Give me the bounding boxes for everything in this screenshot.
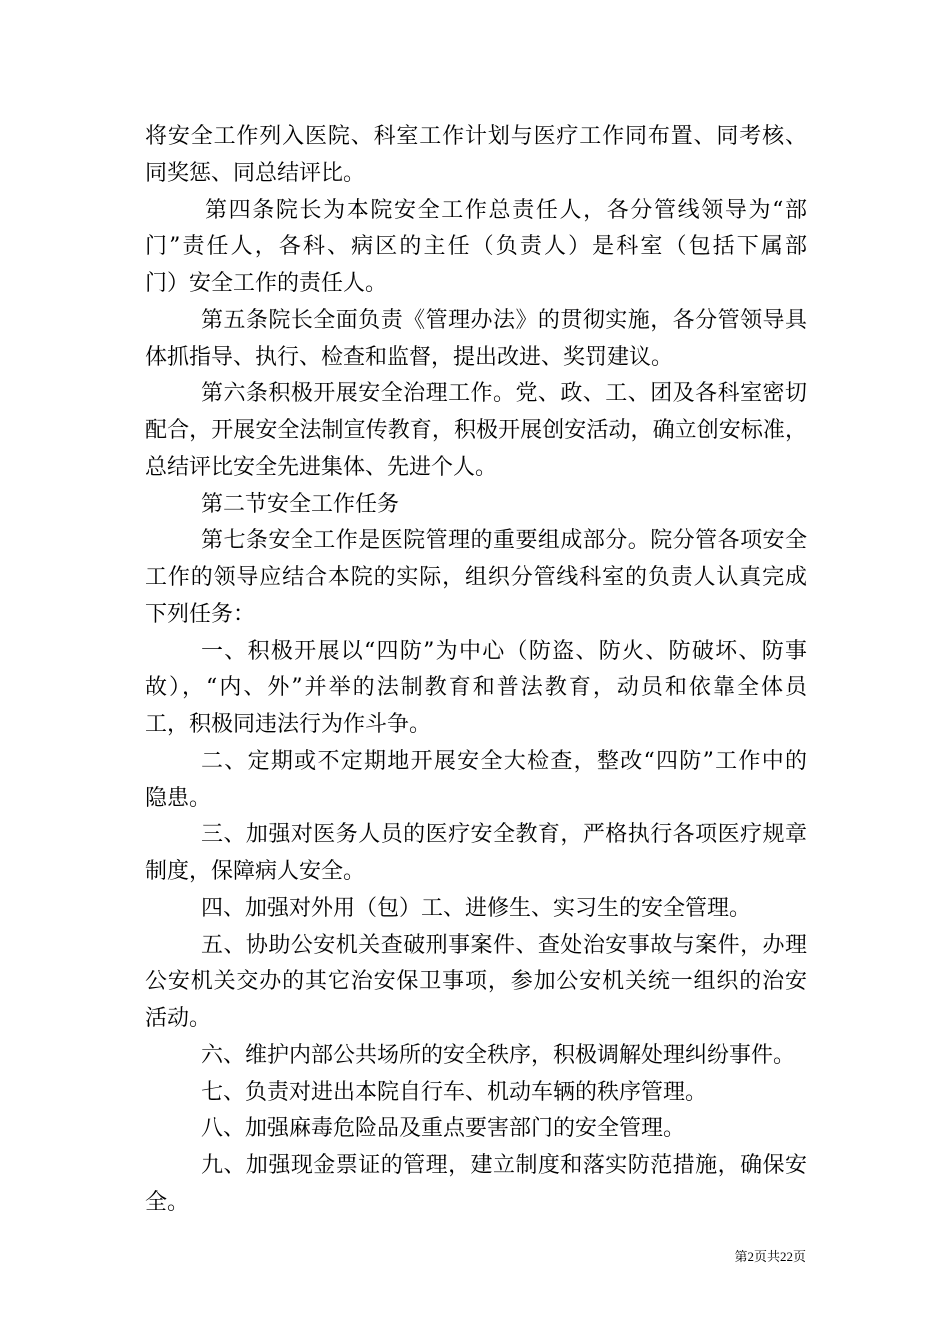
text-line: 五、协助公安机关查破刑事案件、查处治安事故与案件，办理 <box>201 932 807 958</box>
text-line: 六、维护内部公共场所的安全秩序，积极调解处理纠纷事件。 <box>201 1042 796 1068</box>
text-line: 第四条院长为本院安全工作总责任人，各分管线领导为“部 <box>205 197 807 223</box>
text-line: 活动。 <box>145 1006 212 1031</box>
text-line: 七、负责对进出本院自行车、机动车辆的秩序管理。 <box>201 1079 708 1105</box>
text-line: 第五条院长全面负责《管理办法》的贯彻实施，各分管领导具 <box>201 307 807 333</box>
text-line: 三、加强对医务人员的医疗安全教育，严格执行各项医疗规章 <box>201 822 807 848</box>
text-line: 公安机关交办的其它治安保卫事项，参加公安机关统一组织的治安 <box>145 969 807 995</box>
document-body <box>145 119 807 1222</box>
text-line: 第七条安全工作是医院管理的重要组成部分。院分管各项安全 <box>201 528 807 554</box>
text-line: 总结评比安全先进集体、先进个人。 <box>145 454 498 480</box>
section-heading: 第二节安全工作任务 <box>201 491 400 517</box>
text-line: 故），“内、外”并举的法制教育和普法教育，动员和依靠全体员 <box>145 675 807 701</box>
text-line: 隐患。 <box>145 785 212 811</box>
text-line: 将安全工作列入医院、科室工作计划与医疗工作同布置、同考核、 <box>145 124 807 149</box>
page-indicator: 第2页共22页 <box>734 1249 806 1264</box>
text-line: 门”责任人，各科、病区的主任（负责人）是科室（包括下属部 <box>145 234 807 260</box>
text-line: 四、加强对外用（包）工、进修生、实习生的安全管理。 <box>201 895 752 921</box>
text-line: 八、加强麻毒危险品及重点要害部门的安全管理。 <box>201 1116 686 1142</box>
text-line: 一、积极开展以“四防”为中心（防盗、防火、防破坏、防事 <box>201 638 807 664</box>
text-line: 体抓指导、执行、检查和监督，提出改进、奖罚建议。 <box>145 344 674 370</box>
text-line: 工作的领导应结合本院的实际，组织分管线科室的负责人认真完成 <box>145 565 807 590</box>
text-line: 配合，开展安全法制宣传教育，积极开展创安活动，确立创安标准， <box>145 418 807 443</box>
text-line: 九、加强现金票证的管理，建立制度和落实防范措施，确保安 <box>201 1153 807 1178</box>
text-line: 同奖惩、同总结评比。 <box>145 160 366 186</box>
text-line: 二、定期或不定期地开展安全大检查，整改“四防”工作中的 <box>201 748 807 774</box>
text-line: 门）安全工作的责任人。 <box>145 271 388 296</box>
text-line: 全。 <box>145 1189 190 1215</box>
text-line: 下列任务： <box>145 601 256 627</box>
text-line: 第六条积极开展安全治理工作。党、政、工、团及各科室密切 <box>201 381 807 407</box>
text-line: 工，积极同违法行为作斗争。 <box>145 712 432 737</box>
text-line: 制度，保障病人安全。 <box>145 859 366 884</box>
